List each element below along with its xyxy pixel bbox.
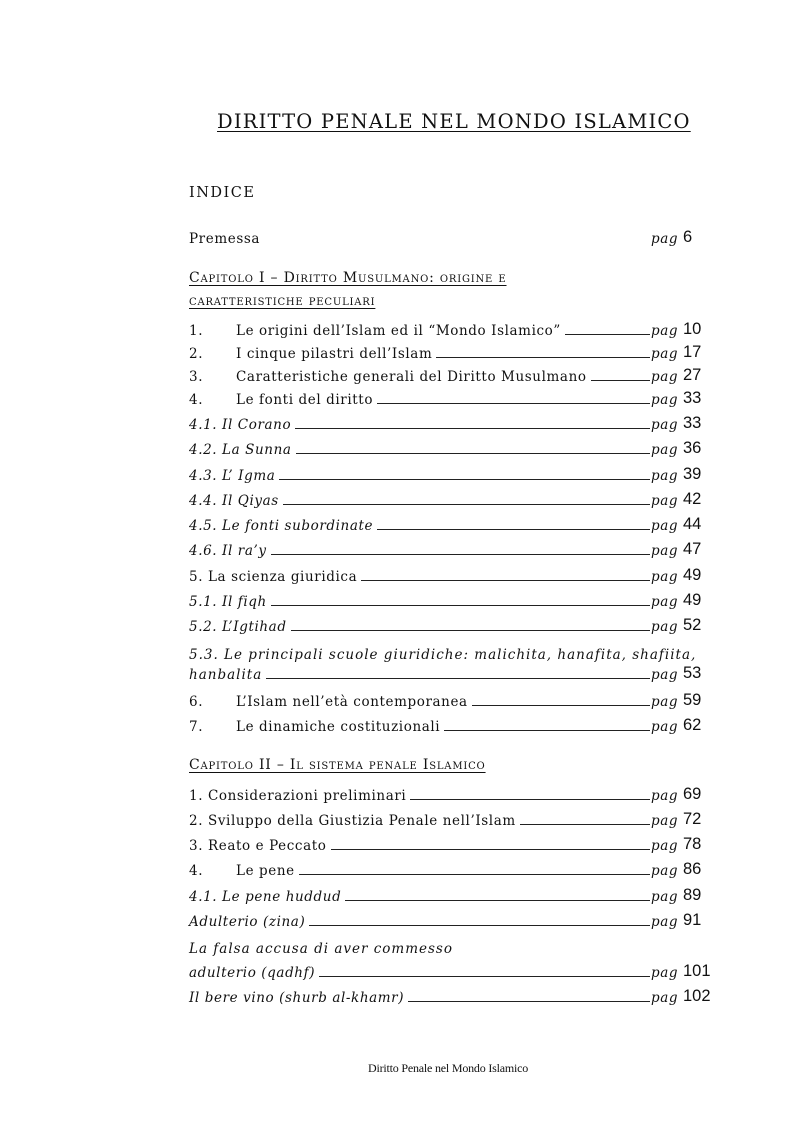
toc-entry[interactable]: [189, 563, 717, 585]
leader-line: [377, 529, 650, 530]
toc-entry[interactable]: [189, 984, 717, 1006]
toc-page-number: 17: [683, 343, 702, 361]
toc-entry[interactable]: [189, 340, 717, 362]
toc-entry[interactable]: [189, 363, 717, 385]
toc-entry-label: 4.4. Il Qiyas: [189, 493, 279, 509]
toc-entry-label-line-1: 5.3. Le principali scuole giuridiche: malichita, hanafita, shafiita,: [189, 647, 697, 663]
toc-entry-label: adulterio (qadhf): [189, 965, 316, 981]
pag-label: pag: [651, 569, 679, 585]
leader-line: [410, 799, 650, 800]
pag-label: pag: [651, 346, 679, 362]
pag-label: pag: [651, 889, 679, 905]
toc-entry[interactable]: [189, 537, 717, 559]
leader-line: [299, 874, 650, 875]
toc-entry[interactable]: [189, 588, 717, 610]
leader-line: [345, 900, 650, 901]
toc-entry-label: 5.2. L’Igtihad: [189, 619, 287, 635]
toc-entry-label: Il bere vino (shurb al-khamr): [189, 990, 405, 1006]
pag-label: pag: [651, 518, 679, 534]
pag-label: pag: [651, 468, 679, 484]
leader-line: [266, 678, 650, 679]
toc-entry[interactable]: [189, 883, 717, 905]
toc-page-number: 27: [683, 366, 702, 384]
toc-page-number: 6: [683, 228, 693, 246]
page-footer: Diritto Penale nel Mondo Islamico: [368, 1061, 529, 1075]
toc-entry-label: 4.1. Le pene huddud: [189, 889, 342, 905]
toc-entry-label: Premessa: [189, 231, 261, 247]
toc-page-number: 39: [683, 465, 702, 483]
toc-page-number: 44: [683, 515, 702, 533]
pag-label: pag: [651, 231, 679, 247]
document-title: DIRITTO PENALE NEL MONDO ISLAMICO: [217, 110, 691, 133]
pag-label: pag: [651, 369, 679, 385]
toc-page-number: 72: [683, 810, 702, 828]
toc-entry-label: Adulterio (zina): [189, 914, 306, 930]
leader-line: [591, 380, 650, 381]
pag-label: pag: [651, 914, 679, 930]
leader-line: [279, 479, 650, 480]
toc-page-number: 52: [683, 616, 702, 634]
toc-entry-label: Le pene: [236, 863, 295, 879]
chapter-1-heading-line-1[interactable]: Capitolo I – Diritto Musulmano: origine e: [189, 270, 507, 286]
toc-page-number: 49: [683, 566, 702, 584]
leader-line: [296, 453, 650, 454]
leader-line: [436, 357, 650, 358]
toc-entry[interactable]: [189, 462, 717, 484]
toc-entry-number: 4.: [189, 863, 204, 879]
toc-entry-number: 2.: [189, 346, 204, 362]
toc-entry-label: Caratteristiche generali del Diritto Musulmano: [236, 369, 587, 385]
toc-page-number: 101: [683, 962, 711, 980]
toc-entry[interactable]: [189, 411, 717, 433]
toc-entry[interactable]: [189, 959, 717, 981]
pag-label: pag: [651, 667, 679, 683]
pag-label: pag: [651, 619, 679, 635]
toc-entry[interactable]: [189, 317, 717, 339]
toc-entry-label: 1. Considerazioni preliminari: [189, 788, 407, 804]
toc-entry[interactable]: [189, 688, 717, 710]
toc-page-number: 78: [683, 835, 702, 853]
toc-page-number: 91: [683, 911, 702, 929]
toc-entry-label: I cinque pilastri dell’Islam: [236, 346, 433, 362]
chapter-2-heading[interactable]: Capitolo II – Il sistema penale Islamico: [189, 757, 486, 773]
pag-label: pag: [651, 838, 679, 854]
chapter-1-heading-line-2[interactable]: caratteristiche peculiari: [189, 293, 376, 309]
toc-page-number: 33: [683, 389, 702, 407]
toc-page-number: 69: [683, 785, 702, 803]
toc-page-number: 62: [683, 716, 702, 734]
toc-entry-label: 4.2. La Sunna: [189, 442, 292, 458]
leader-line: [291, 630, 650, 631]
toc-entry-label-line-1: La falsa accusa di aver commesso: [189, 941, 453, 957]
pag-label: pag: [651, 719, 679, 735]
toc-entry-label: 4.5. Le fonti subordinate: [189, 518, 374, 534]
toc-page-number: 10: [683, 320, 702, 338]
toc-entry[interactable]: [189, 512, 717, 534]
toc-page-number: 59: [683, 691, 702, 709]
toc-page-number: 49: [683, 591, 702, 609]
pag-label: pag: [651, 813, 679, 829]
toc-entry-label: L’Islam nell’età contemporanea: [236, 694, 468, 710]
pag-label: pag: [651, 323, 679, 339]
leader-line: [331, 849, 651, 850]
pag-label: pag: [651, 442, 679, 458]
toc-entry-label: 5.1. Il fiqh: [189, 594, 267, 610]
toc-entry[interactable]: [189, 782, 717, 804]
pag-label: pag: [651, 392, 679, 408]
toc-entry-label: 4.1. Il Corano: [189, 417, 292, 433]
leader-line: [271, 554, 650, 555]
toc-entry-premessa[interactable]: [189, 225, 717, 247]
pag-label: pag: [651, 493, 679, 509]
toc-entry-number: 7.: [189, 719, 204, 735]
toc-entry[interactable]: [189, 807, 717, 829]
toc-page-number: 102: [683, 987, 711, 1005]
toc-entry-number: 3.: [189, 369, 204, 385]
toc-page-number: 36: [683, 439, 702, 457]
toc-entry[interactable]: [189, 386, 717, 408]
toc-entry[interactable]: [189, 661, 717, 683]
leader-line: [309, 925, 650, 926]
toc-page-number: 42: [683, 490, 702, 508]
toc-entry[interactable]: [189, 832, 717, 854]
index-heading: INDICE: [189, 185, 256, 201]
leader-line: [283, 504, 650, 505]
pag-label: pag: [651, 863, 679, 879]
leader-line: [377, 403, 650, 404]
pag-label: pag: [651, 694, 679, 710]
leader-line: [444, 730, 650, 731]
toc-entry-label: 4.6. Il ra’y: [189, 543, 267, 559]
toc-entry-label: 4.3. L’ Igma: [189, 468, 276, 484]
toc-page-number: 47: [683, 540, 702, 558]
leader-line: [472, 705, 650, 706]
leader-line: [520, 824, 650, 825]
toc-entry-label: 2. Sviluppo della Giustizia Penale nell’Islam: [189, 813, 516, 829]
toc-entry-number: 6.: [189, 694, 204, 710]
leader-line: [565, 334, 650, 335]
toc-page-number: 53: [683, 664, 702, 682]
toc-entry-label: 3. Reato e Peccato: [189, 838, 327, 854]
leader-line: [295, 428, 650, 429]
toc-entry-number: 1.: [189, 323, 204, 339]
toc-entry[interactable]: [189, 908, 717, 930]
leader-line: [271, 605, 650, 606]
toc-page-number: 33: [683, 414, 702, 432]
toc-entry-label: Le origini dell’Islam ed il “Mondo Islamico”: [236, 323, 561, 339]
pag-label: pag: [651, 965, 679, 981]
toc-entry-label: Le fonti del diritto: [236, 392, 374, 408]
toc-entry[interactable]: [189, 613, 717, 635]
leader-line: [408, 1001, 650, 1002]
pag-label: pag: [651, 990, 679, 1006]
pag-label: pag: [651, 594, 679, 610]
toc-entry-label: 5. La scienza giuridica: [189, 569, 358, 585]
toc-page-number: 89: [683, 886, 702, 904]
pag-label: pag: [651, 543, 679, 559]
toc-page-number: 86: [683, 860, 702, 878]
toc-entry[interactable]: [189, 487, 717, 509]
toc-entry-label: hanbalita: [189, 667, 263, 683]
toc-entry-number: 4.: [189, 392, 204, 408]
toc-entry[interactable]: [189, 713, 717, 735]
leader-line: [319, 976, 650, 977]
toc-entry[interactable]: [189, 857, 717, 879]
toc-entry[interactable]: [189, 436, 717, 458]
leader-line: [361, 580, 650, 581]
pag-label: pag: [651, 788, 679, 804]
toc-entry-label: Le dinamiche costituzionali: [236, 719, 441, 735]
pag-label: pag: [651, 417, 679, 433]
